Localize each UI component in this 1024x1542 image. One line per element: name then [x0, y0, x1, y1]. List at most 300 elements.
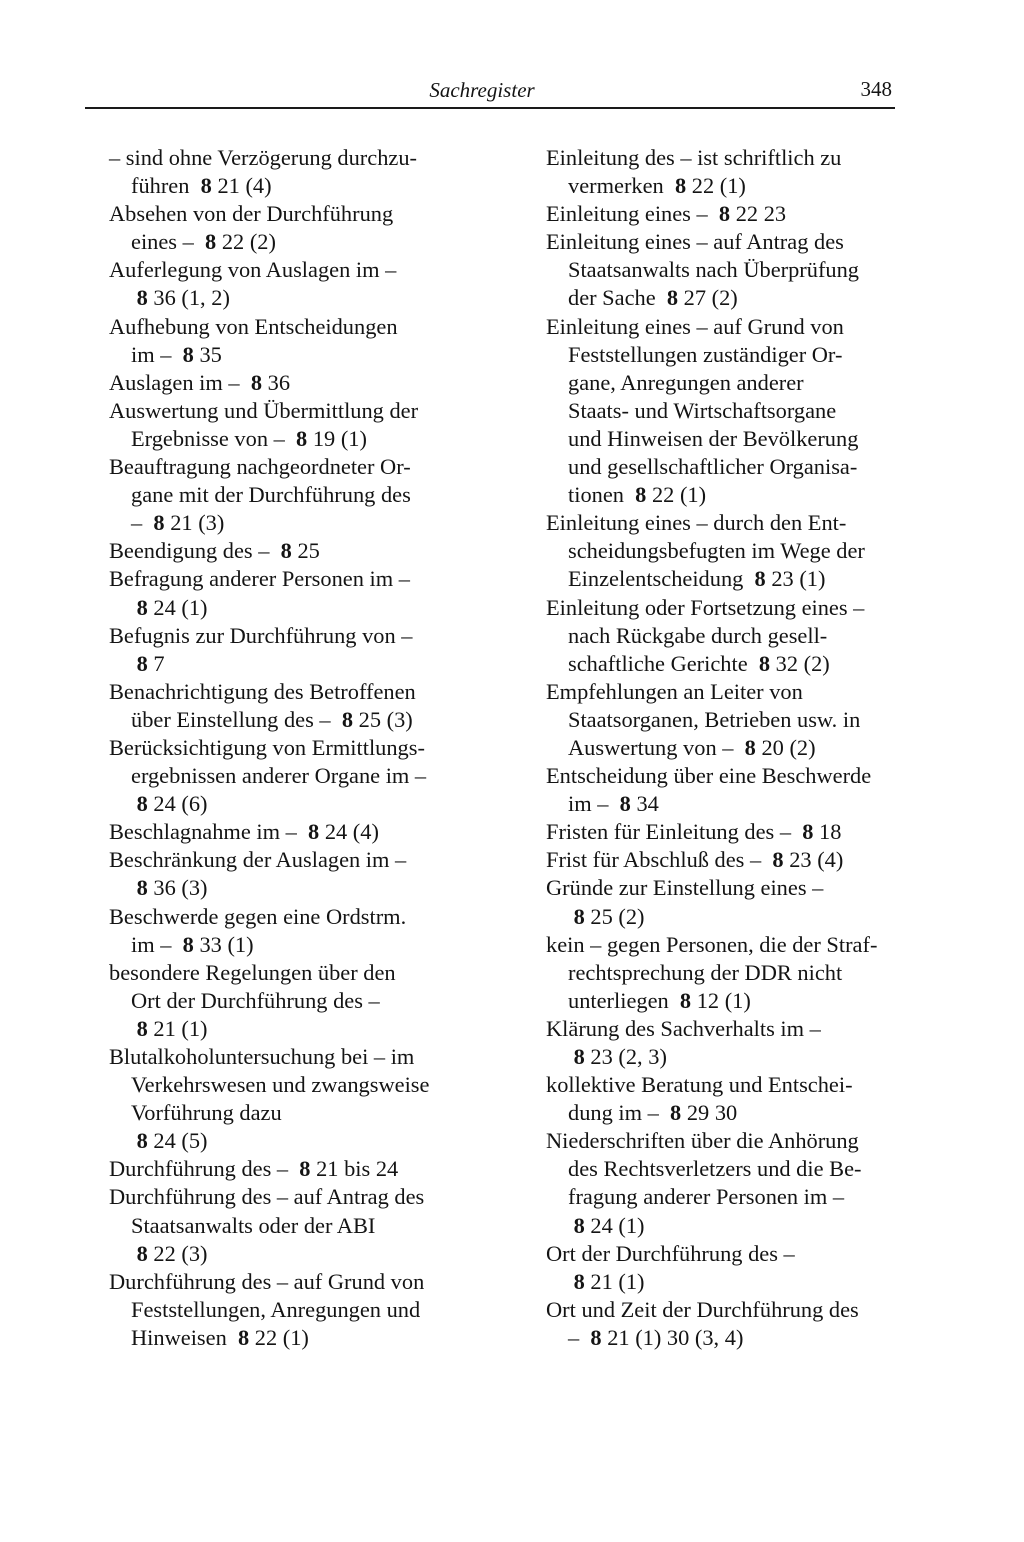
index-reference [568, 1213, 645, 1238]
index-entry-line [131, 284, 456, 312]
index-entry [109, 313, 456, 369]
law-number: 8 [619, 791, 631, 817]
section-reference: 22 (1) [651, 482, 707, 508]
index-entry-line [546, 931, 893, 959]
law-number: 8 [573, 1268, 585, 1294]
index-entry-line [131, 594, 456, 622]
index-term-text: und Hinweisen der Bevölkerung [568, 425, 859, 451]
header-rule [85, 107, 895, 109]
index-term-text: Aufhebung von Entscheidungen [109, 313, 398, 339]
section-reference: 24 (5) [153, 1128, 208, 1154]
index-entry [109, 622, 456, 678]
index-entry-line [568, 1212, 893, 1240]
index-term-text: Einzelentscheidung [568, 566, 744, 592]
index-term-text: führen [131, 173, 190, 199]
law-number: 8 [136, 875, 148, 901]
index-term-text: Beendigung des – [109, 538, 270, 564]
index-entry-line [131, 706, 456, 734]
index-entry [109, 369, 456, 397]
index-reference [624, 482, 706, 507]
index-entry-line [568, 987, 893, 1015]
index-term-text: Einleitung eines – durch den Ent- [546, 510, 847, 536]
law-number: 8 [205, 229, 217, 255]
index-term-text: Durchführung des – [109, 1156, 289, 1182]
index-term-text: Empfehlungen an Leiter von [546, 678, 803, 704]
law-number: 8 [237, 1324, 250, 1350]
index-term-text: dung im – [568, 1100, 659, 1126]
index-term-text: Auslagen im – [109, 369, 240, 395]
index-term-text: Feststellungen, Anregungen und [131, 1296, 421, 1322]
index-entry-line [568, 1099, 893, 1127]
index-entry-line [568, 1043, 893, 1071]
index-entry-line [546, 1071, 893, 1099]
index-entry-line [109, 1155, 456, 1183]
index-entry-line [568, 481, 893, 509]
index-entry-line [109, 565, 456, 593]
index-entry-line [568, 341, 893, 369]
index-reference [240, 370, 290, 395]
index-entry-line [568, 1324, 893, 1352]
index-reference [288, 1156, 398, 1181]
section-reference: 24 (1) [590, 1212, 645, 1238]
index-entry-line [131, 341, 456, 369]
law-number: 8 [136, 791, 148, 817]
index-entry-line [109, 678, 456, 706]
law-number: 8 [182, 341, 194, 367]
index-entry [109, 397, 456, 453]
law-number: 8 [200, 173, 212, 199]
index-entry-line [109, 256, 456, 284]
index-term-text: – [568, 1324, 580, 1350]
index-term-text: Einleitung des – ist schriftlich zu [546, 145, 842, 170]
section-reference: 24 (4) [324, 819, 379, 845]
index-reference [131, 1016, 208, 1041]
section-reference: 27 (2) [683, 285, 738, 311]
index-entry-line [568, 172, 893, 200]
section-reference: 34 [636, 791, 659, 817]
index-reference [131, 595, 208, 620]
index-entry [109, 903, 456, 959]
index-reference [761, 847, 843, 872]
section-reference: 21 (4) [217, 173, 272, 199]
index-term-text: Entscheidung über eine Beschwerde [546, 763, 872, 789]
index-term-text: kein – gegen Personen, die der Straf- [546, 931, 878, 957]
index-term-text: und gesellschaftlicher Organisa- [568, 454, 858, 480]
index-entry [546, 874, 893, 930]
section-reference: 21 (1) [590, 1268, 645, 1294]
section-reference: 35 [199, 341, 222, 367]
index-entry-line [109, 369, 456, 397]
section-reference: 12 (1) [696, 987, 751, 1013]
section-reference: 21 (1) 30 (3, 4) [607, 1324, 744, 1350]
index-term-text: Staatsanwalts nach Überprüfung [568, 257, 859, 283]
index-term-text: eines – [131, 229, 194, 255]
index-entry-line [546, 762, 893, 790]
index-entry-line [131, 228, 456, 256]
index-entry-line [109, 313, 456, 341]
right-index-column [546, 144, 893, 1352]
index-term-text: über Einstellung des – [131, 706, 331, 732]
law-number: 8 [136, 650, 148, 676]
index-term-text: Gründe zur Einstellung eines – [546, 875, 824, 901]
index-entry [109, 678, 456, 734]
index-term-text: tionen [568, 482, 624, 508]
index-entry [109, 537, 456, 565]
index-term-text: Einleitung eines – auf Antrag des [546, 229, 844, 255]
index-term-text: Staatsanwalts oder der ABI [131, 1212, 376, 1238]
law-number: 8 [679, 987, 692, 1013]
law-number: 8 [308, 819, 320, 845]
section-reference: 22 (1) [691, 173, 746, 199]
index-term-text: Durchführung des – auf Grund von [109, 1268, 425, 1294]
index-entry-line [568, 706, 893, 734]
index-entry-line [109, 818, 456, 846]
index-term-text: Ort der Durchführung des – [131, 987, 380, 1013]
index-reference [656, 285, 738, 310]
index-entry-line [546, 846, 893, 874]
index-reference [568, 1269, 645, 1294]
index-entry-line [131, 481, 456, 509]
index-term-text: Auferlegung von Auslagen im – [109, 257, 397, 283]
index-term-text: gane mit der Durchführung des [131, 482, 411, 508]
index-term-text: Durchführung des – auf Antrag des [109, 1184, 425, 1210]
index-entry [109, 1268, 456, 1352]
section-reference: 22 23 [735, 201, 787, 227]
index-reference [131, 875, 208, 900]
index-term-text: Feststellungen zuständiger Or- [568, 341, 843, 367]
index-entry-line [568, 903, 893, 931]
index-entry-line [546, 678, 893, 706]
section-reference: 7 [153, 650, 165, 676]
law-number: 8 [280, 538, 292, 564]
index-term-text: – [131, 510, 143, 536]
index-reference [669, 988, 751, 1013]
law-number: 8 [136, 594, 148, 620]
index-term-text: Befugnis zur Durchführung von – [109, 622, 413, 648]
section-reference: 23 (1) [771, 566, 826, 592]
index-reference [131, 791, 208, 816]
index-entry [109, 959, 456, 1043]
index-entry-line [546, 228, 893, 256]
index-entry-line [109, 622, 456, 650]
index-reference [791, 819, 841, 844]
law-number: 8 [182, 931, 194, 957]
index-entry-line [131, 1071, 456, 1099]
index-entry-line [131, 425, 456, 453]
index-term-text: Blutalkoholuntersuchung bei – im [109, 1044, 415, 1069]
index-entry-line [109, 144, 456, 172]
index-term-text: Benachrichtigung des Betroffenen [109, 678, 416, 704]
index-entry-line [109, 397, 456, 425]
index-reference [659, 1100, 737, 1125]
index-entry [109, 734, 456, 818]
index-entry [546, 594, 893, 678]
index-reference [743, 566, 825, 591]
section-reference: 25 [297, 538, 320, 564]
index-entry-line [568, 1268, 893, 1296]
page-number: 348 [860, 77, 892, 101]
index-term-text: nach Rückgabe durch gesell- [568, 622, 828, 648]
law-number: 8 [573, 1044, 585, 1069]
index-reference [285, 426, 367, 451]
index-reference [664, 173, 746, 198]
index-term-text: Verkehrswesen und zwangsweise [131, 1072, 430, 1098]
law-number: 8 [153, 510, 165, 536]
index-term-text: Niederschriften über die Anhörung [546, 1128, 859, 1154]
index-entry [546, 818, 893, 846]
law-number: 8 [744, 734, 756, 760]
index-entry-line [131, 650, 456, 678]
index-term-text: kollektive Beratung und Entschei- [546, 1072, 853, 1098]
index-entry-line [109, 200, 456, 228]
index-entry-line [568, 369, 893, 397]
index-entry [109, 453, 456, 537]
index-reference [131, 285, 230, 310]
index-entry-line [546, 1296, 893, 1324]
index-term-text: im – [131, 931, 172, 957]
index-term-text: Beschwerde gegen eine Ordstrm. [109, 903, 407, 929]
index-entry-line [568, 622, 893, 650]
law-number: 8 [670, 1100, 682, 1126]
index-entry [109, 256, 456, 312]
index-term-text: scheidungsbefugten im Wege der [568, 538, 865, 564]
index-term-text: im – [131, 341, 172, 367]
index-entry-line [131, 931, 456, 959]
index-term-text: Einleitung eines – [546, 201, 708, 227]
index-entry-line [546, 818, 893, 846]
running-header-title: Sachregister [429, 78, 535, 102]
index-term-text: Auswertung von – [568, 734, 734, 760]
index-entry [546, 1240, 893, 1296]
index-term-text: Berücksichtigung von Ermittlungs- [109, 734, 425, 760]
index-entry-line [131, 509, 456, 537]
index-entry [546, 762, 893, 818]
index-term-text: Beauftragung nachgeordneter Or- [109, 454, 411, 480]
index-term-text: Klärung des Sachverhalts im – [546, 1015, 821, 1041]
index-entry-line [131, 987, 456, 1015]
index-entry-line [109, 537, 456, 565]
index-entry-line [568, 284, 893, 312]
section-reference: 36 [267, 369, 291, 395]
index-entry [546, 313, 893, 510]
section-reference: 19 (1) [312, 425, 367, 451]
index-reference [733, 735, 815, 760]
section-reference: 22 (3) [153, 1240, 208, 1266]
law-number: 8 [136, 285, 148, 311]
index-entry-line [546, 509, 893, 537]
index-entry-line [546, 313, 893, 341]
index-term-text: unterliegen [568, 987, 669, 1013]
section-reference: 33 (1) [199, 931, 254, 957]
section-reference: 24 (6) [153, 791, 208, 817]
index-entry [546, 200, 893, 228]
index-entry-line [109, 846, 456, 874]
index-entry [109, 565, 456, 621]
index-reference [131, 1128, 208, 1153]
section-reference: 36 (1, 2) [153, 285, 230, 311]
index-entry-line [568, 256, 893, 284]
index-reference [142, 510, 224, 535]
index-reference [171, 342, 221, 367]
index-entry-line [568, 1155, 893, 1183]
index-term-text: Frist für Abschluß des – [546, 847, 762, 873]
index-term-text: ergebnissen anderer Organe im – [131, 763, 427, 789]
index-reference [297, 819, 379, 844]
index-entry-line [568, 537, 893, 565]
index-term-text: – sind ohne Verzögerung durchzu- [109, 145, 417, 170]
index-reference [227, 1325, 309, 1350]
index-entry-line [568, 565, 893, 593]
index-reference [194, 229, 276, 254]
index-entry-line [109, 1183, 456, 1211]
index-reference [131, 651, 165, 676]
index-entry-line [568, 734, 893, 762]
index-term-text: Auswertung und Übermittlung der [109, 397, 419, 423]
index-term-text: der Sache [568, 285, 656, 311]
index-reference [269, 538, 319, 563]
index-entry [546, 1071, 893, 1127]
index-entry-line [568, 650, 893, 678]
index-entry [546, 1296, 893, 1352]
section-reference: 32 (2) [775, 650, 830, 676]
index-term-text: gane, Anregungen anderer [568, 369, 804, 395]
section-reference: 25 (3) [358, 706, 413, 732]
section-reference: 21 (3) [170, 510, 225, 536]
law-number: 8 [299, 1156, 311, 1182]
index-term-text: im – [568, 791, 609, 817]
index-entry-line [109, 959, 456, 987]
law-number: 8 [296, 425, 308, 451]
index-entry [109, 818, 456, 846]
index-entry-line [131, 1127, 456, 1155]
index-entry [546, 931, 893, 1015]
index-entry [546, 1127, 893, 1239]
index-entry [546, 228, 893, 312]
index-entry-line [568, 425, 893, 453]
law-number: 8 [136, 1015, 148, 1041]
index-reference [708, 201, 786, 226]
index-entry [546, 1015, 893, 1071]
law-number: 8 [754, 566, 766, 592]
index-entry-line [109, 453, 456, 481]
index-term-text: Staats- und Wirtschaftsorgane [568, 397, 837, 423]
index-entry [546, 509, 893, 593]
law-number: 8 [341, 706, 354, 732]
section-reference: 20 (2) [761, 734, 816, 760]
law-number: 8 [573, 903, 585, 929]
law-number: 8 [718, 201, 731, 227]
index-entry-line [568, 453, 893, 481]
law-number: 8 [635, 482, 647, 508]
index-term-text: Fristen für Einleitung des – [546, 819, 792, 845]
index-term-text: fragung anderer Personen im – [568, 1184, 845, 1210]
index-entry [109, 200, 456, 256]
index-entry-line [131, 1324, 456, 1352]
index-entry-line [131, 1099, 456, 1127]
index-entry-line [131, 1240, 456, 1268]
law-number: 8 [136, 1128, 148, 1154]
index-entry-line [546, 874, 893, 902]
index-term-text: Befragung anderer Personen im – [109, 566, 410, 592]
index-reference [131, 1241, 208, 1266]
index-entry-line [131, 1015, 456, 1043]
index-term-text: Hinweisen [131, 1324, 227, 1350]
law-number: 8 [573, 1212, 585, 1238]
index-entry-line [546, 1127, 893, 1155]
index-term-text: Vorführung dazu [131, 1100, 282, 1126]
index-entry-line [131, 172, 456, 200]
index-entry-line [568, 959, 893, 987]
index-reference [608, 791, 658, 816]
index-entry-line [568, 790, 893, 818]
index-entry-line [568, 1183, 893, 1211]
index-term-text: Staatsorganen, Betrieben usw. in [568, 706, 861, 732]
index-entry-line [546, 1015, 893, 1043]
index-entry [546, 144, 893, 200]
index-entry [109, 1183, 456, 1267]
index-term-text: Absehen von der Durchführung [109, 201, 394, 227]
index-entry-line [546, 1240, 893, 1268]
index-term-text: Ort der Durchführung des – [546, 1240, 795, 1266]
section-reference: 25 (2) [590, 903, 645, 929]
section-reference: 21 bis 24 [316, 1156, 399, 1182]
index-term-text: Ergebnisse von – [131, 425, 285, 451]
section-reference: 24 (1) [153, 594, 208, 620]
index-term-text: Einleitung eines – auf Grund von [546, 313, 844, 339]
left-index-column [109, 144, 456, 1352]
index-entry [109, 846, 456, 902]
law-number: 8 [674, 173, 687, 199]
index-entry-line [131, 1212, 456, 1240]
index-term-text: Einleitung oder Fortsetzung eines – [546, 594, 865, 620]
index-entry-line [131, 762, 456, 790]
index-term-text: Beschränkung der Auslagen im – [109, 847, 407, 873]
index-term-text: Beschlagnahme im – [109, 819, 297, 845]
index-term-text: des Rechtsverletzers und die Be- [568, 1156, 862, 1182]
index-reference [568, 1044, 667, 1069]
section-reference: 22 (1) [254, 1324, 309, 1350]
index-entry-line [131, 1296, 456, 1324]
law-number: 8 [136, 1240, 148, 1266]
index-entry [109, 144, 456, 200]
index-entry-line [131, 874, 456, 902]
index-entry-line [109, 1043, 456, 1071]
index-term-text: vermerken [568, 173, 664, 199]
law-number: 8 [758, 650, 771, 676]
index-entry-line [546, 144, 893, 172]
index-entry-line [109, 734, 456, 762]
law-number: 8 [666, 285, 679, 311]
section-reference: 29 30 [686, 1100, 738, 1126]
index-entry [546, 846, 893, 874]
index-entry-line [546, 200, 893, 228]
index-reference [568, 904, 645, 929]
index-term-text: schaftliche Gerichte [568, 650, 748, 676]
section-reference: 23 (2, 3) [590, 1044, 667, 1069]
section-reference: 36 (3) [153, 875, 208, 901]
index-entry [546, 678, 893, 762]
section-reference: 18 [819, 819, 842, 845]
index-reference [189, 173, 271, 198]
index-reference [579, 1325, 743, 1350]
index-entry [109, 1155, 456, 1183]
section-reference: 22 (2) [221, 229, 276, 255]
index-entry-line [546, 594, 893, 622]
section-reference: 23 (4) [789, 847, 844, 873]
law-number: 8 [772, 847, 784, 873]
index-term-text: besondere Regelungen über den [109, 959, 396, 985]
index-entry-line [131, 790, 456, 818]
